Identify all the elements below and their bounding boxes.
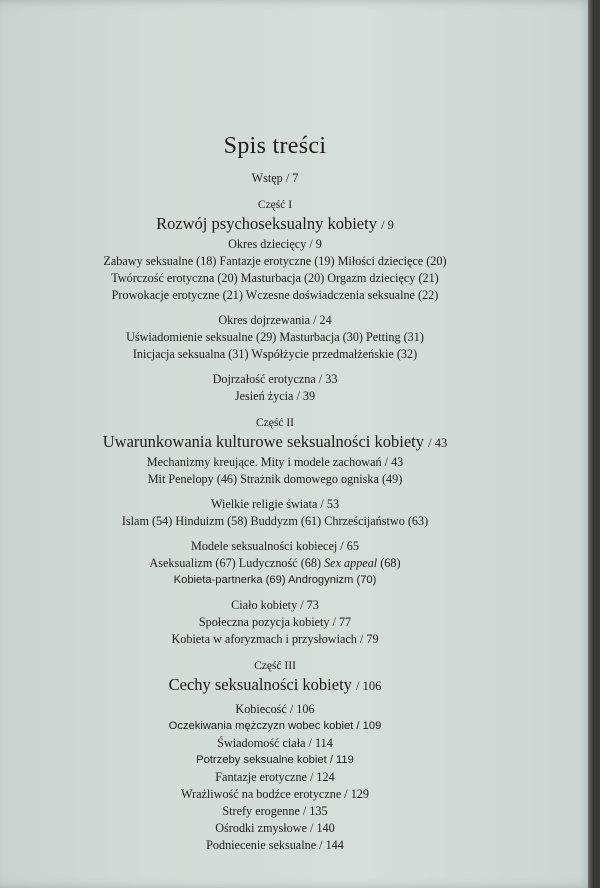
toc-entry: Zabawy seksualne (18) Fantazje erotyczne (19) Miłości dziecięce (20) [103, 254, 447, 268]
part-2 [60, 415, 490, 648]
toc-entry-text: (68) [377, 556, 401, 570]
table-of-contents [60, 130, 490, 854]
section-heading: Modele seksualności kobiecej / 65 [191, 539, 359, 553]
section-heading: Wielkie religie świata / 53 [210, 497, 340, 511]
toc-entry: Uświadomienie seksualne (29) Masturbacja (30) Petting (31) [126, 330, 424, 344]
part-2-title-text: Uwarunkowania kulturowe seksualności kobiety [102, 432, 424, 451]
section-heading: Dojrzałość erotyczna / 33 [212, 372, 338, 386]
toc-entry: Oczekiwania mężczyzn wobec kobiet / 109 [168, 720, 382, 732]
section-heading: Ciało kobiety / 73 [231, 598, 319, 612]
section-heading: Mechanizmy kreujące. Mity i modele zachowań / 43 [146, 455, 404, 469]
toc-entry: Strefy erogenne / 135 [222, 804, 328, 818]
toc-entry: Kobiecość / 106 [235, 702, 315, 716]
part-2-title [60, 431, 490, 454]
toc-entry: Inicjacja seksualna (31) Współżycie przedmałżeńskie (32) [132, 347, 418, 361]
part-2-label: Część II [256, 417, 294, 429]
toc-entry: Fantazje erotyczne / 124 [215, 770, 335, 784]
part-1-title-text: Rozwój psychoseksualny kobiety [156, 214, 377, 233]
toc-entry-italic: Sex appeal [324, 556, 378, 570]
toc-entry [60, 555, 490, 572]
toc-entry: Wrażliwość na bodźce erotyczne / 129 [181, 787, 369, 801]
toc-entry-text: Aseksualizm (67) Ludyczność (68) [149, 556, 325, 570]
toc-entry: Twórczość erotyczna (20) Masturbacja (20) Orgazm dziecięcy (21) [111, 271, 439, 285]
toc-entry: Jesień życia / 39 [234, 389, 316, 403]
part-1-label: Część I [257, 199, 293, 211]
part-1 [60, 197, 490, 405]
toc-entry: Podniecenie seksualne / 144 [206, 838, 344, 852]
section-heading: Okres dziecięcy / 9 [228, 237, 322, 251]
part-3-title [60, 674, 490, 697]
part-2-page: / 43 [428, 436, 448, 450]
toc-title: Spis treści [223, 133, 327, 159]
toc-entry: Islam (54) Hinduizm (58) Buddyzm (61) Chrześcijaństwo (63) [121, 514, 429, 528]
toc-intro: Wstęp / 7 [251, 171, 299, 185]
page-edge-shadow [588, 0, 594, 888]
toc-entry: Społeczna pozycja kobiety / 77 [198, 615, 352, 629]
part-3 [60, 658, 490, 854]
toc-entry: Prowokacje erotyczne (21) Wczesne doświadczenia seksualne (22) [111, 288, 439, 302]
toc-entry: Kobieta-partnerka (69) Androgynizm (70) [173, 574, 377, 586]
part-3-title-text: Cechy seksualności kobiety [168, 675, 352, 694]
toc-entry: Kobieta w aforyzmach i przysłowiach / 79 [171, 632, 379, 646]
toc-entry: Potrzeby seksualne kobiet / 119 [196, 754, 354, 766]
part-3-page: / 106 [356, 679, 382, 693]
part-3-label: Część III [254, 660, 296, 672]
toc-entry: Świadomość ciała / 114 [217, 736, 333, 750]
part-1-page: / 9 [381, 218, 394, 232]
toc-entry: Ośrodki zmysłowe / 140 [215, 821, 335, 835]
toc-entry: Mit Penelopy (46) Strażnik domowego ogniska (49) [147, 472, 403, 486]
section-heading: Okres dojrzewania / 24 [218, 313, 332, 327]
part-1-title [60, 213, 490, 236]
